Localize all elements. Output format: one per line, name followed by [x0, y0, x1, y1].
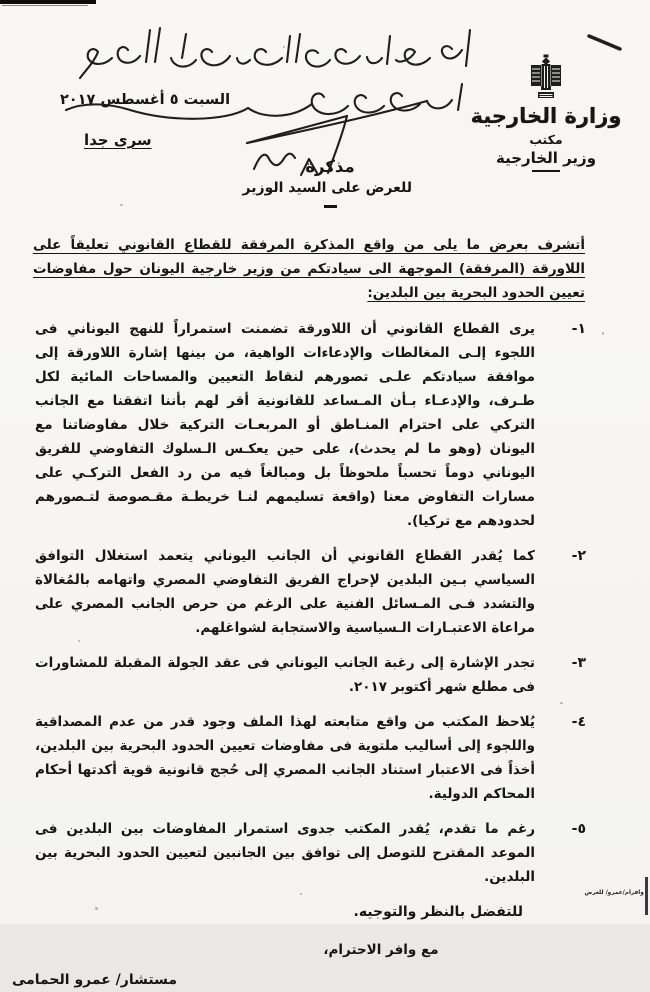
item-number: ٤- [571, 714, 586, 730]
item-number: ٢- [571, 548, 586, 564]
closing-request: للتفضل بالنظر والتوجيه. [353, 904, 523, 920]
numbered-item-1 [33, 317, 585, 533]
date-line: السبت ٥ أغسطس ٢٠١٧ [59, 92, 231, 108]
scan-speck [283, 46, 285, 48]
handwritten-note-line1 [80, 28, 470, 78]
file-reference: وافرام/عمرو/ للعرض [584, 889, 644, 896]
numbered-item-4 [33, 710, 585, 806]
memo-title: مذكرة [305, 157, 355, 176]
item-text: رغم ما تقدم، يُقدر المكتب جدوى استمرار المفاوضات بين البلدين فى الموعد المقترح للتوصل إلى توافق بين الجانبين لتعيين الحدود البحرية بين البلدين. [35, 821, 535, 885]
numbered-item-3 [33, 651, 585, 699]
item-text: يرى القطاع القانوني أن اللاورقة تضمنت استمراراً للنهج اليوناني فى اللجوء إلـى المغالطات والإدعاءات الواهية، من بينها إشارة اللاورقة إلى موافقة سيادتكم علـى تصورهم لنقاط التعيين والمساحات المائية لكل طـرف، والإدعـاء بـأن المـساعد للقانونية أقر لهم بأننا اتفقنا مع الجانب التركي على احترام المنـاطق أو المربعـات التركية خلال مفاوضاتنا مع اليونان (وهو ما لم يحدث)، على حين يعكـس الـسلوك التفاوضي للفريق اليوناني دوماً تحسباً ملحوظاً بل ومبالغاً فيه من رد الفعل التركـي على مسارات التفاوض معنا (واقعة تسليمهم لنـا خريطـة مقـصوصة لتـصورهم لحدودهم مع تركيا). [35, 321, 535, 529]
scan-edge-mark-right [645, 877, 648, 915]
corner-pen-stroke [589, 36, 620, 49]
scan-edge-artifact [0, 0, 96, 4]
intro-paragraph: أتشرف بعرض ما يلى من واقع المذكرة المرفقة للقطاع القانوني تعليقاً على اللاورقة (المرفقة) الموجهة الى سيادتكم من وزير خارجية اليونان حول مفاوضات تعيين الحدود البحرية بين البلدين: [33, 237, 585, 301]
egypt-eagle-emblem-icon [528, 54, 564, 101]
numbered-item-2 [33, 544, 585, 640]
classification-label: سرى جدا [84, 131, 152, 149]
office-underline [532, 170, 560, 172]
scan-speck [120, 204, 123, 206]
memo-body [11, 233, 586, 992]
ministry-name: وزارة الخارجية [470, 104, 622, 128]
scan-edge-artifact-line [2, 5, 88, 6]
item-text: يُلاحظ المكتب من واقع متابعته لهذا الملف وجود قدر من عدم المصداقية واللجوء إلى أساليب ملتوية فى مفاوضات تعيين الحدود البحرية بين البلدين، أخذاً فى الاعتبار استناد الجانب المصري إلى حُجج قانونية قوية أكدتها أحكام المحاكم الدولية. [35, 714, 535, 802]
office-of-minister-label: وزير الخارجية [495, 149, 597, 167]
office-label: مكتب [529, 132, 563, 147]
item-number: ٣- [571, 655, 586, 671]
numbered-item-5 [33, 817, 585, 889]
signatory-name: مستشار/ عمرو الحمامى [11, 972, 177, 988]
item-number: ١- [571, 321, 586, 337]
item-text: تجدر الإشارة إلى رغبة الجانب اليوناني فى عقد الجولة المقبلة للمشاورات فى مطلع شهر أكتوبر ٢٠١٧. [35, 655, 535, 695]
closing-salutation: مع وافر الاحترام، [323, 942, 439, 958]
title-dash [324, 205, 337, 208]
memo-subtitle: للعرض على السيد الوزير [242, 180, 412, 196]
scan-speck [602, 332, 604, 335]
memo-title-block [242, 157, 412, 208]
letterhead [468, 54, 624, 172]
item-number: ٥- [571, 821, 586, 837]
item-text: كما يُقدر القطاع القانوني أن الجانب اليوناني يتعمد استغلال التوافق السياسي بـين البلدين لإحراج الفريق التفاوضي المصري واتهامه بالمُغالاة والتشدد فـى المـسائل الفنية على الرغم من حرص الجانب المصري على مراعاة الاعتبـارات الـسياسية والاستجابة لشواغلهم. [35, 548, 535, 636]
